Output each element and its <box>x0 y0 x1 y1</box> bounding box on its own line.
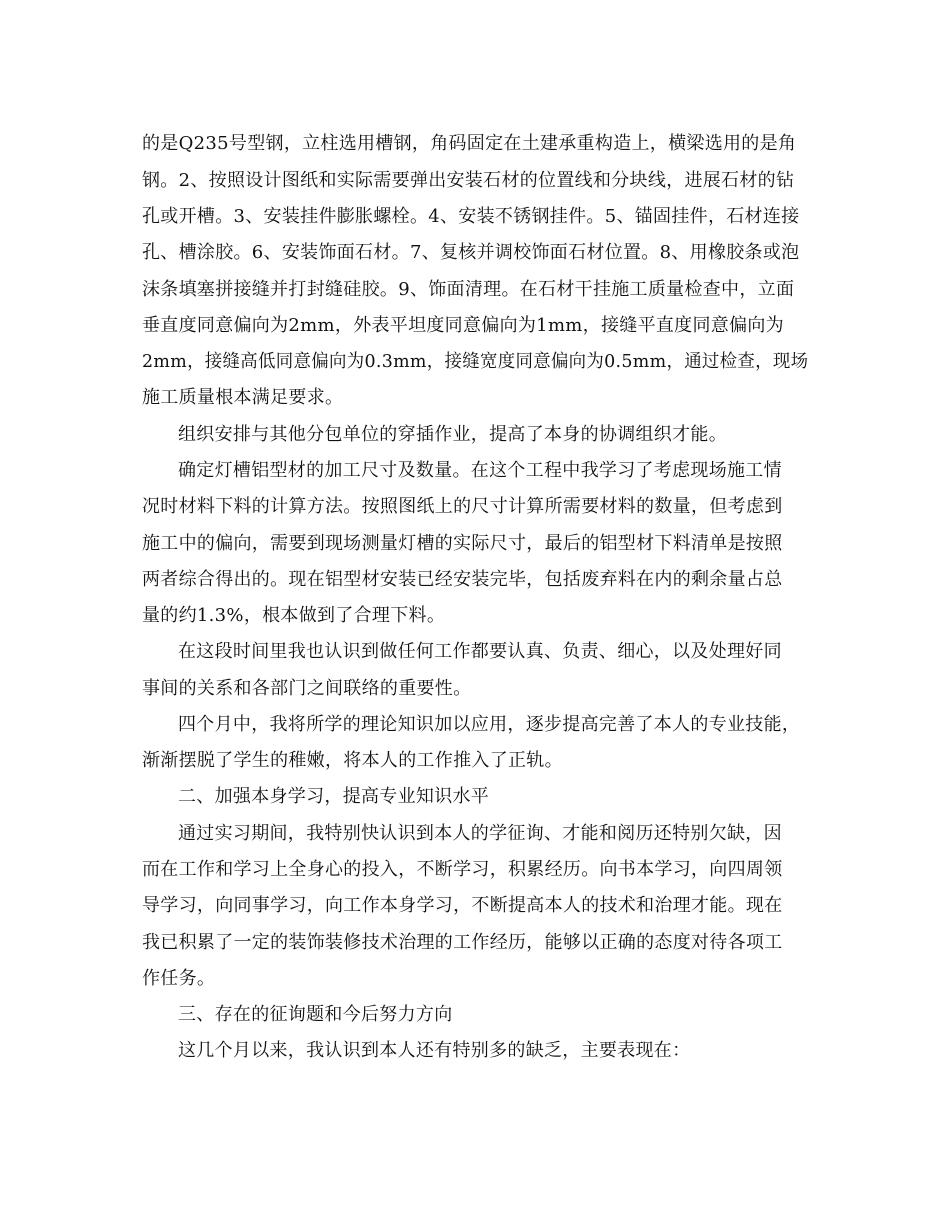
section-heading: 三、存在的征询题和今后努力方向 <box>178 1004 453 1025</box>
text-line: 事间的关系和各部门之间联络的重要性。 <box>142 678 472 699</box>
text-line: 沫条填塞拼接缝并打封缝硅胶。9、饰面清理。在石材干挂施工质量检查中，立面 <box>142 279 795 300</box>
paragraph-first-line: 在这段时间里我也认识到做任何工作都要认真、负责、细心，以及处理好同 <box>178 641 782 662</box>
text-line: 况时材料下料的计算方法。按照图纸上的尺寸计算所需要材料的数量，但考虑到 <box>142 496 783 517</box>
text-line: 施工中的偏向，需要到现场测量灯槽的实际尺寸，最后的铝型材下料清单是按照 <box>142 533 783 554</box>
text-line: 作任务。 <box>142 968 216 989</box>
text-line: 而在工作和学习上全身心的投入，不断学习，积累经历。向书本学习，向四周领 <box>142 859 783 880</box>
text-line: 施工质量根本满足要求。 <box>142 387 344 408</box>
text-line: 的是Q235号型钢，立柱选用槽钢，角码固定在土建承重构造上，横梁选用的是角 <box>142 133 797 154</box>
paragraph-first-line: 确定灯槽铝型材的加工尺寸及数量。在这个工程中我学习了考虑现场施工情 <box>178 460 782 481</box>
text-line: 孔或开槽。3、安装挂件膨胀螺栓。4、安装不锈钢挂件。5、锚固挂件，石材连接 <box>142 206 800 227</box>
text-line: 2mm，接缝高低同意偏向为0.3mm，接缝宽度同意偏向为0.5mm，通过检查，现场 <box>142 351 809 372</box>
text-line: 两者综合得出的。现在铝型材安装已经安装完毕，包括废弃料在内的剩余量占总 <box>142 569 783 590</box>
text-line: 孔、槽涂胶。6、安装饰面石材。7、复核并调校饰面石材位置。8、用橡胶条或泡 <box>142 242 800 263</box>
paragraph-first-line: 这几个月以来，我认识到本人还有特别多的缺乏，主要表现在： <box>178 1040 691 1061</box>
text-line: 导学习，向同事学习，向工作本身学习，不断提高本人的技术和治理才能。现在 <box>142 895 783 916</box>
paragraph-first-line: 通过实习期间，我特别快认识到本人的学征询、才能和阅历还特别欠缺，因 <box>178 823 782 844</box>
paragraph-first-line: 组织安排与其他分包单位的穿插作业，提高了本身的协调组织才能。 <box>178 424 727 445</box>
text-line: 钢。2、按照设计图纸和实际需要弹出安装石材的位置线和分块线，进展石材的钻 <box>142 170 795 191</box>
text-line: 渐渐摆脱了学生的稚嫩，将本人的工作推入了正轨。 <box>142 750 563 771</box>
text-line: 量的约1.3%，根本做到了合理下料。 <box>142 605 446 626</box>
text-line: 我已积累了一定的装饰装修技术治理的工作经历，能够以正确的态度对待各项工 <box>142 932 783 953</box>
paragraph-first-line: 四个月中，我将所学的理论知识加以应用，逐步提高完善了本人的专业技能， <box>178 714 801 735</box>
text-line: 垂直度同意偏向为2mm，外表平坦度同意偏向为1mm，接缝平直度同意偏向为 <box>142 315 784 336</box>
section-heading: 二、加强本身学习，提高专业知识水平 <box>178 786 490 807</box>
